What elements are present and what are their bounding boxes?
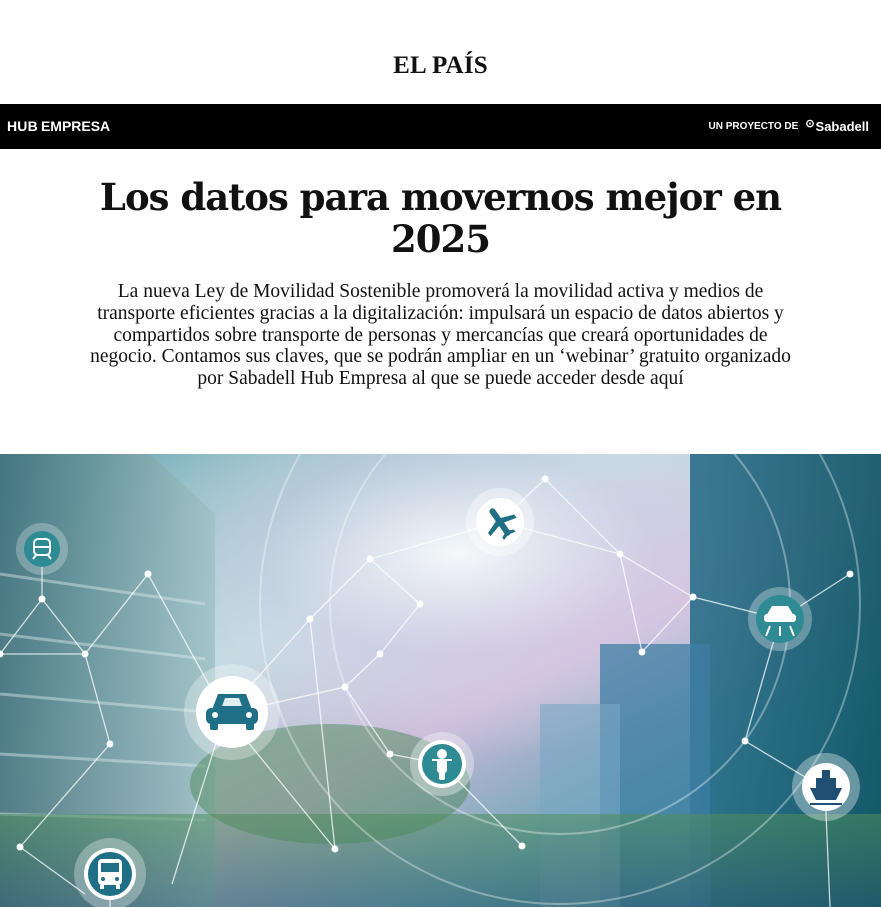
- sabadell-mark-icon: ⊙: [805, 118, 815, 130]
- sponsor-prefix: UN PROYECTO DE: [708, 121, 799, 132]
- el-pais-logo[interactable]: EL PAÍS: [393, 52, 488, 79]
- autonomous-car-icon: [748, 587, 812, 651]
- mobility-network-illustration: [0, 454, 881, 907]
- sponsor-credit[interactable]: [708, 118, 869, 136]
- empresa-label: EMPRESA: [40, 118, 111, 134]
- hub-empresa-bar: [0, 104, 881, 149]
- bus-icon: [74, 838, 146, 907]
- article-headline: Los datos para movernos mejor en 2025: [99, 175, 782, 261]
- car-icon: [184, 664, 280, 760]
- masthead: [0, 0, 881, 104]
- motorcycle-icon: [410, 732, 474, 796]
- hero-image: [0, 454, 881, 907]
- sabadell-logo: Sabadell: [815, 119, 869, 134]
- train-icon: [16, 523, 68, 575]
- hub-empresa-logo[interactable]: [7, 117, 110, 135]
- airplane-icon: [466, 488, 534, 556]
- article-subheadline: La nueva Ley de Movilidad Sostenible promoverá la movilidad activa y medios de transporte eficientes gracias a la digitalización: impulsará un espacio de datos abiertos y compartidos sobre transporte de personas y mercancías que creará oportunidades de negocio. Contamos sus claves, que se podrán ampliar en un ‘webinar’ gratuito organizado por Sabadell Hub Empresa al que se puede acceder desde aquí: [90, 281, 791, 390]
- ship-icon: [792, 753, 860, 821]
- hub-label: HUB: [7, 118, 38, 134]
